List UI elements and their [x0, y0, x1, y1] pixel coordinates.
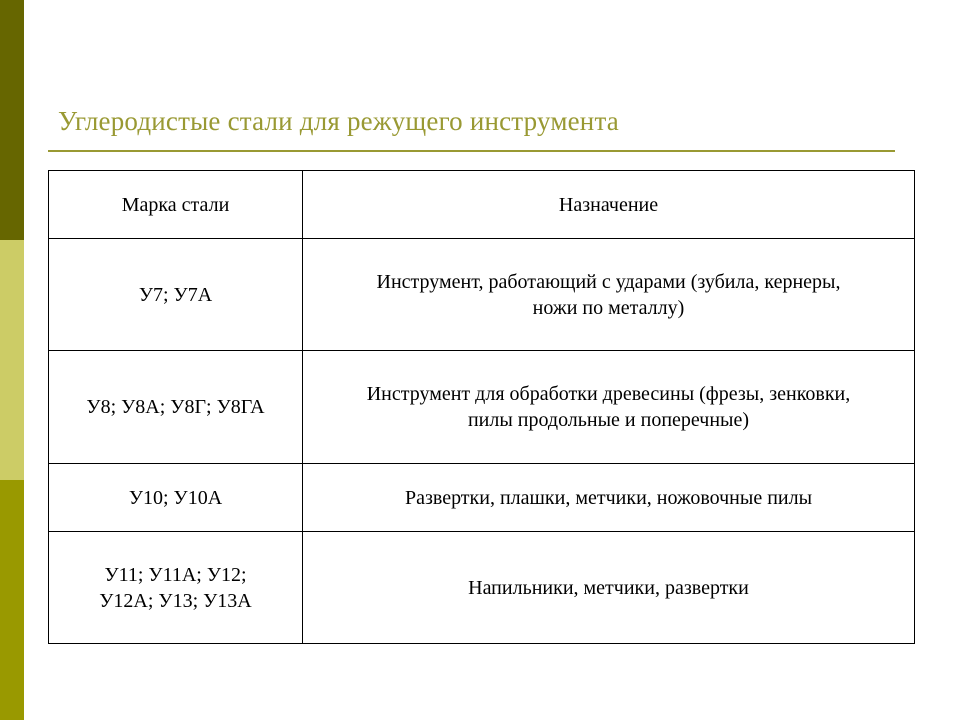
- cell-purpose: Инструмент, работающий с ударами (зубила, кернеры, ножи по металлу): [303, 239, 915, 351]
- cell-purpose: Развертки, плашки, метчики, ножовочные пилы: [303, 464, 915, 532]
- cell-purpose: Напильники, метчики, развертки: [303, 532, 915, 644]
- table-header-row: [49, 171, 915, 239]
- title-underline: [48, 150, 895, 152]
- table-row: [49, 351, 915, 464]
- cell-steel-grade: У11; У11А; У12; У12А; У13; У13А: [49, 532, 303, 644]
- header-purpose: Назначение: [303, 171, 915, 239]
- decor-stripe-middle: [0, 240, 24, 480]
- steel-grades-table: [48, 170, 915, 644]
- slide-title: Углеродистые стали для режущего инструмента: [58, 106, 619, 136]
- decor-stripe-top: [0, 0, 24, 240]
- cell-steel-grade: У8; У8А; У8Г; У8ГА: [49, 351, 303, 464]
- decor-stripe-bottom: [0, 480, 24, 720]
- cell-steel-grade: У10; У10А: [49, 464, 303, 532]
- cell-steel-grade: У7; У7А: [49, 239, 303, 351]
- table-row: [49, 532, 915, 644]
- cell-purpose: Инструмент для обработки древесины (фрезы, зенковки, пилы продольные и поперечные): [303, 351, 915, 464]
- header-steel-grade: Марка стали: [49, 171, 303, 239]
- table-row: [49, 464, 915, 532]
- table-row: [49, 239, 915, 351]
